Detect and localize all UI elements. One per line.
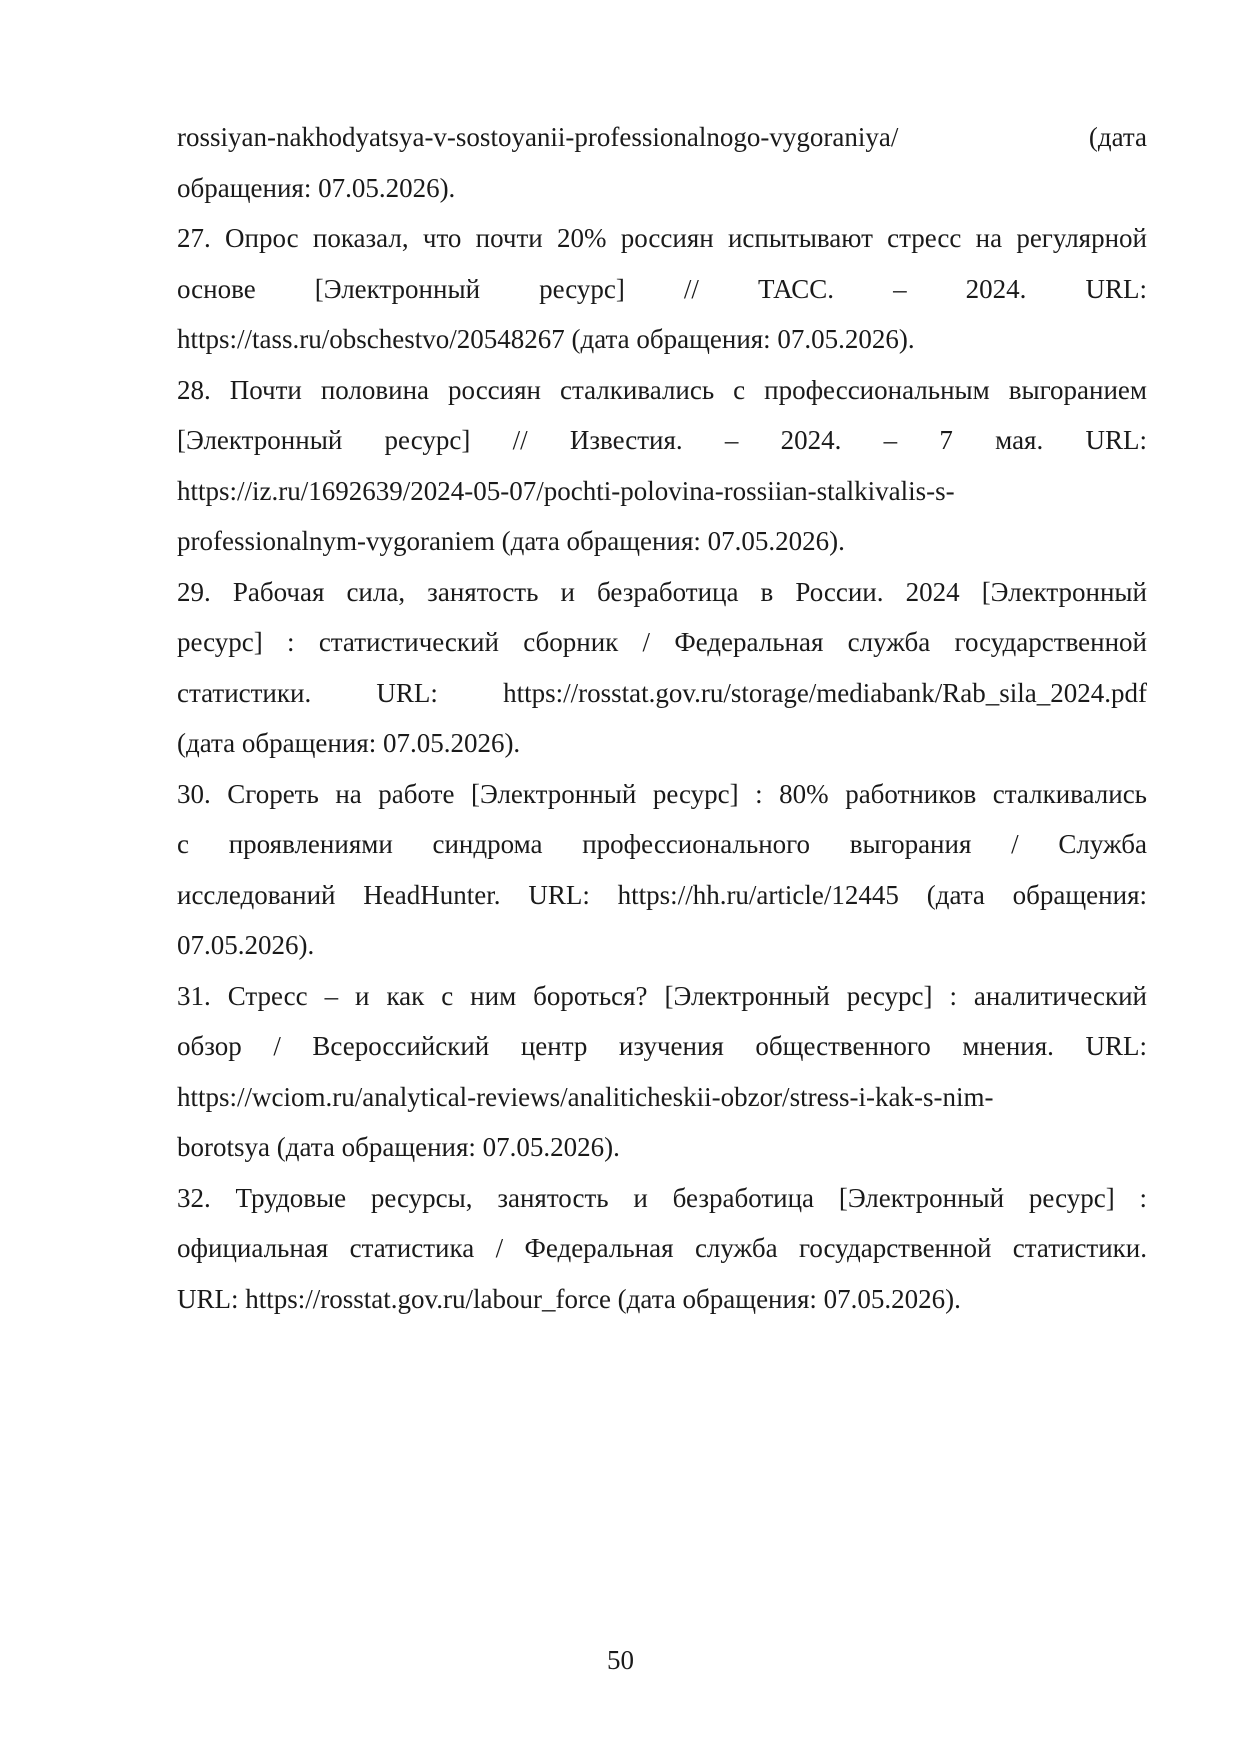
reference-line: исследований HeadHunter. URL: https://hh.ru/article/12445 (дата обращения: <box>177 879 1147 910</box>
reference-line: ресурс] : статистический сборник / Федеральная служба государственной <box>177 627 1147 657</box>
reference-line: обращения: 07.05.2026). <box>177 172 456 203</box>
reference-line: [Электронный ресурс] // Известия. – 2024. – 7 мая. URL: <box>177 425 1147 455</box>
reference-entry-29 <box>177 567 1147 769</box>
reference-line: https://iz.ru/1692639/2024-05-07/pochti-polovina-rossiian-stalkivalis-s- <box>177 475 955 506</box>
reference-line: rossiyan-nakhodyatsya-v-sostoyanii-professionalnogo-vygoraniya/ (дата <box>177 122 1147 152</box>
reference-entry-26-continued <box>177 112 1147 213</box>
reference-line: 31. Стресс – и как с ним бороться? [Электронный ресурс] : аналитический <box>177 980 1147 1011</box>
reference-line: обзор / Всероссийский центр изучения общественного мнения. URL: <box>177 1031 1147 1061</box>
page-number: 50 <box>607 1645 634 1675</box>
reference-entry-31 <box>177 971 1147 1173</box>
reference-list <box>177 112 1147 1324</box>
reference-line: с проявлениями синдрома профессионального выгорания / Служба <box>177 829 1147 859</box>
reference-line: professionalnym-vygoraniem (дата обращения: 07.05.2026). <box>177 526 845 556</box>
reference-line: URL: https://rosstat.gov.ru/labour_force (дата обращения: 07.05.2026). <box>177 1283 961 1314</box>
reference-entry-27 <box>177 213 1147 365</box>
reference-line: 32. Трудовые ресурсы, занятость и безработица [Электронный ресурс] : <box>177 1182 1147 1213</box>
reference-line: borotsya (дата обращения: 07.05.2026). <box>177 1132 620 1162</box>
reference-line: официальная статистика / Федеральная служба государственной статистики. <box>177 1233 1147 1263</box>
reference-line: статистики. URL: https://rosstat.gov.ru/storage/mediabank/Rab_sila_2024.pdf <box>177 677 1147 708</box>
reference-line: https://wciom.ru/analytical-reviews/analiticheskii-obzor/stress-i-kak-s-nim- <box>177 1081 994 1112</box>
reference-line: 30. Сгореть на работе [Электронный ресурс] : 80% работников сталкивались <box>177 778 1147 809</box>
reference-line: 29. Рабочая сила, занятость и безработица в России. 2024 [Электронный <box>177 576 1147 607</box>
reference-line: 07.05.2026). <box>177 930 315 960</box>
reference-entry-32 <box>177 1173 1147 1325</box>
reference-line: (дата обращения: 07.05.2026). <box>177 728 521 758</box>
reference-line: основе [Электронный ресурс] // ТАСС. – 2024. URL: <box>177 273 1147 304</box>
reference-entry-30 <box>177 769 1147 971</box>
reference-line: https://tass.ru/obschestvo/20548267 (дата обращения: 07.05.2026). <box>177 324 915 354</box>
reference-entry-28 <box>177 365 1147 567</box>
reference-line: 28. Почти половина россиян сталкивались с профессиональным выгоранием <box>177 374 1147 405</box>
reference-line: 27. Опрос показал, что почти 20% россиян испытывают стресс на регулярной <box>177 223 1147 253</box>
